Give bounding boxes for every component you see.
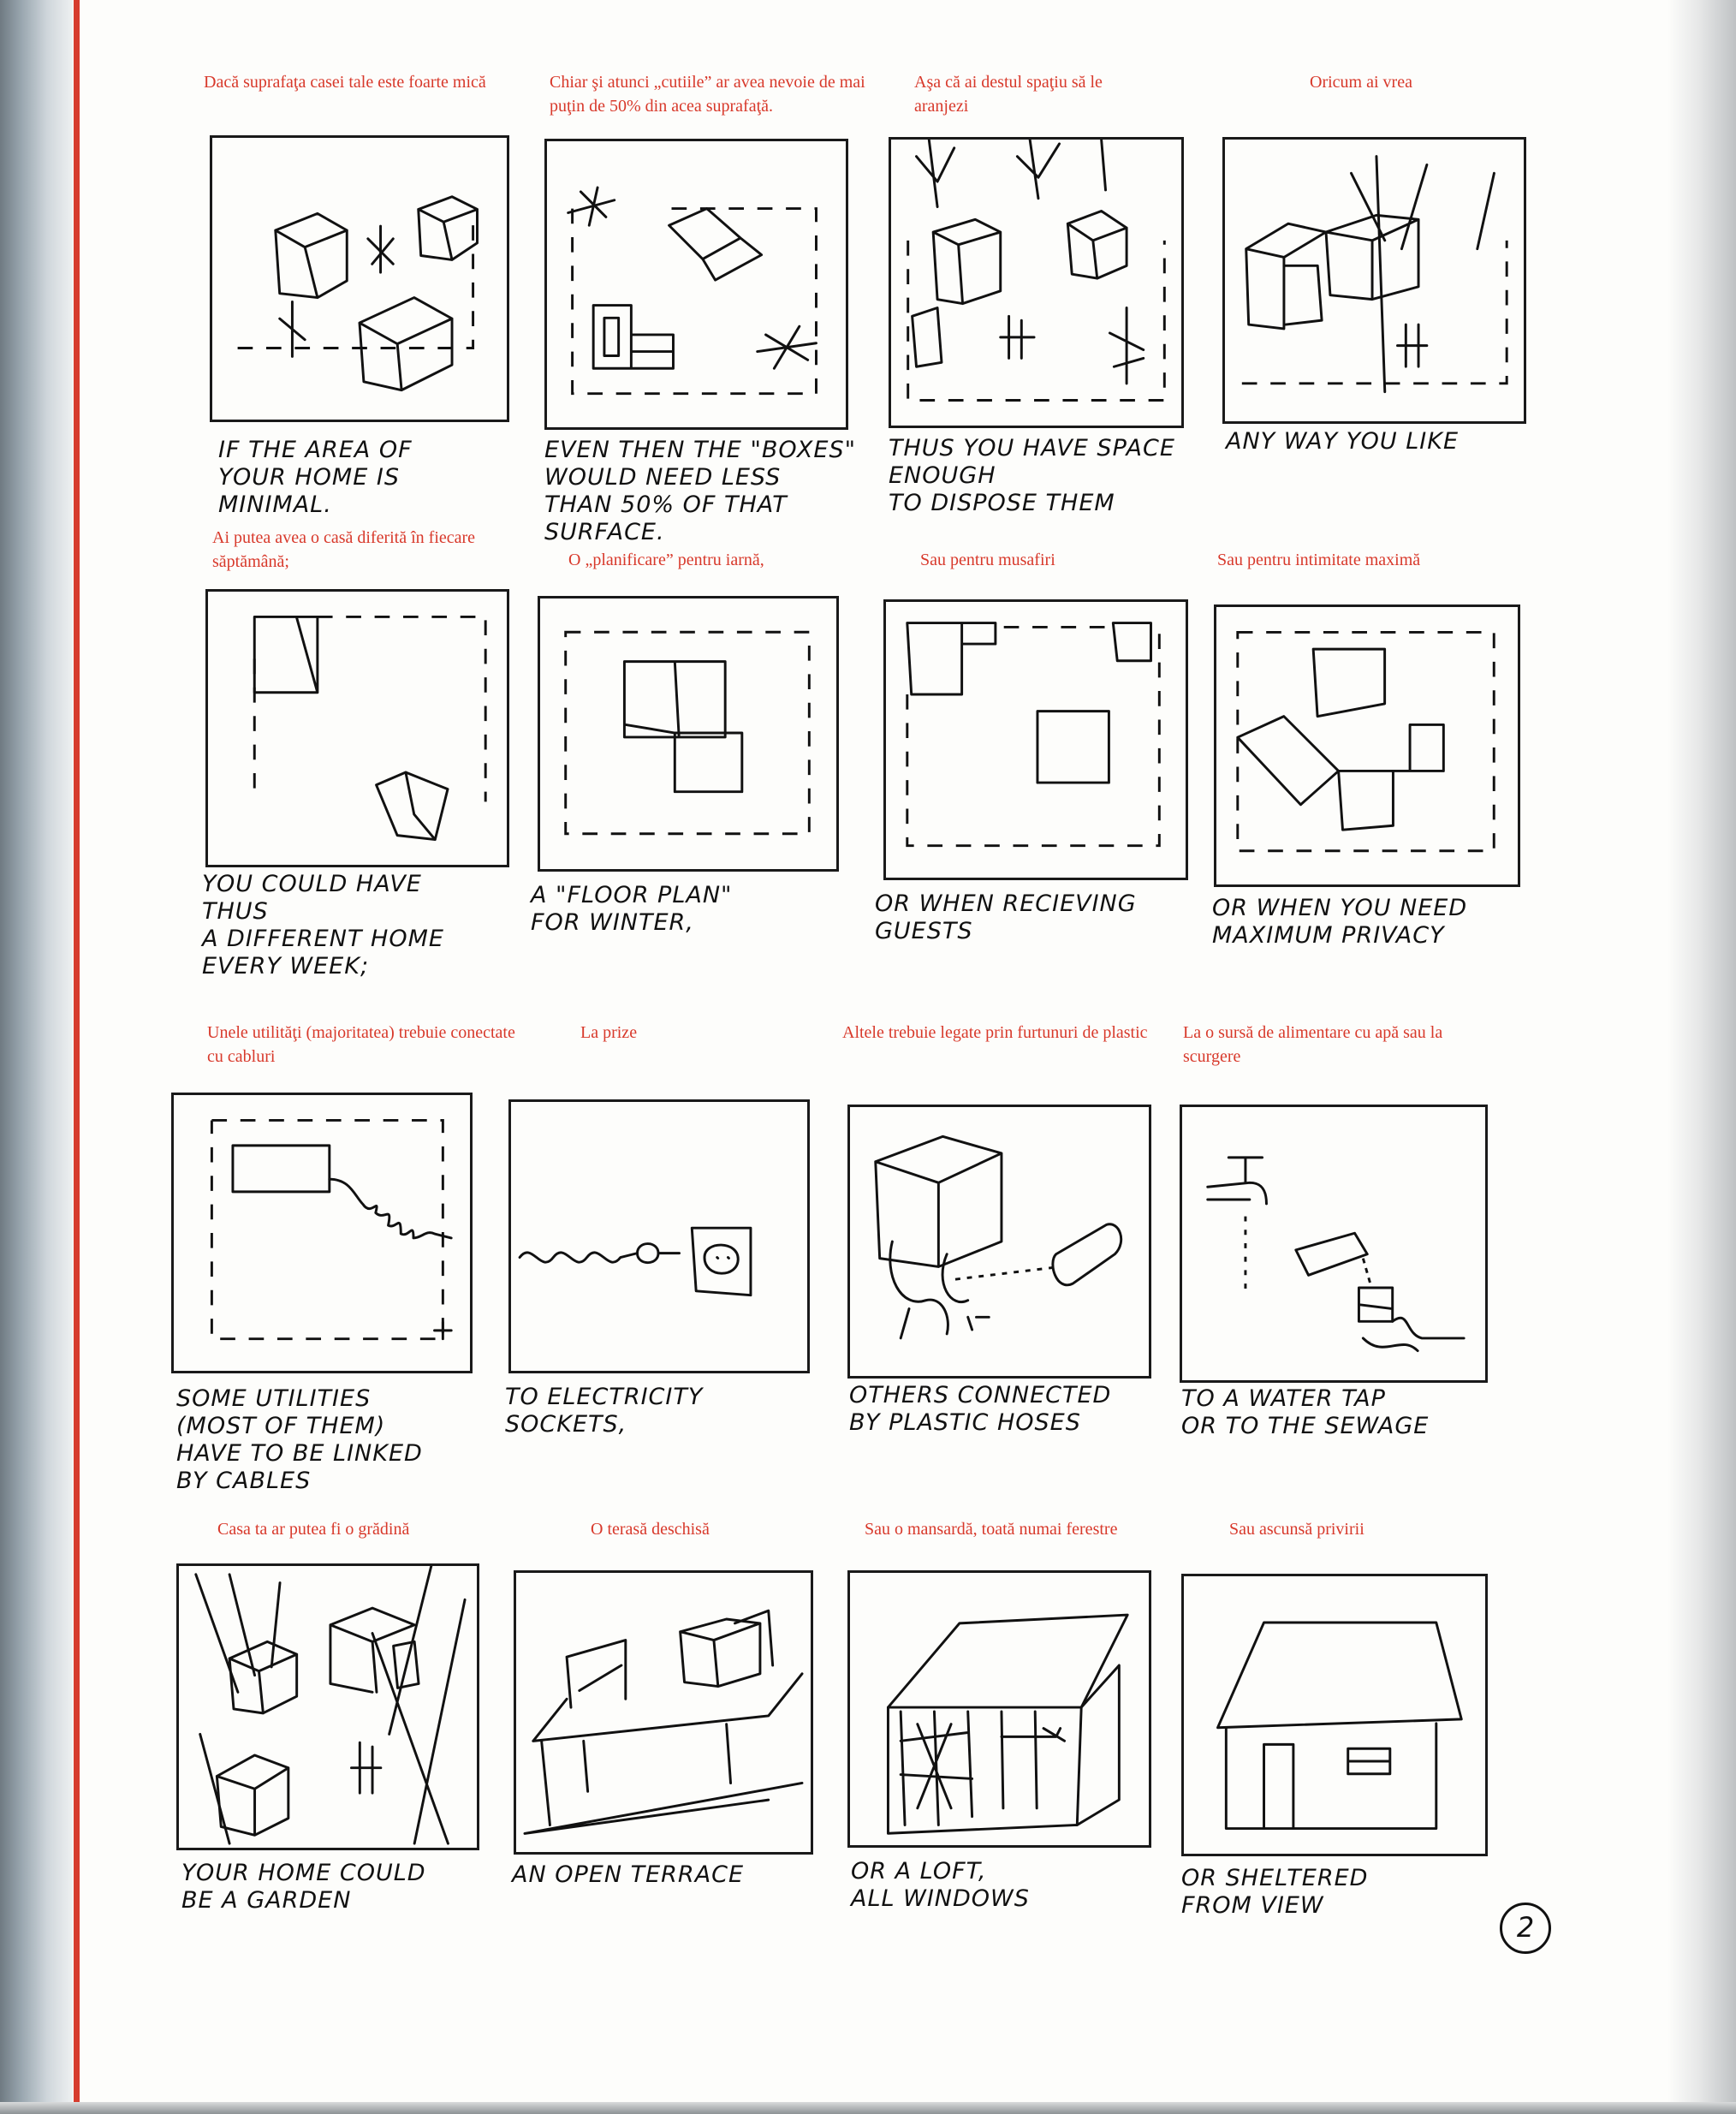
panel-9-sketch — [171, 1093, 473, 1373]
boxes-floor-plan-drawing — [547, 141, 846, 427]
panel-4-handwriting: ANY WAY YOU LIKE — [1226, 428, 1460, 455]
panel-6-sketch — [538, 596, 839, 872]
panel-12-handwriting: TO A WATER TAP OR TO THE SEWAGE — [1181, 1385, 1430, 1439]
panel-7-caption: Sau pentru musafiri — [920, 551, 1055, 569]
sheltered-house-drawing — [1184, 1576, 1485, 1854]
bottom-page-shadow — [0, 2102, 1736, 2114]
panel-8-handwriting: OR WHEN YOU NEED MAXIMUM PRIVACY — [1212, 895, 1468, 949]
panel-1-caption: Dacă suprafaţa casei tale este foarte mică — [204, 73, 486, 92]
panel-14-handwriting: AN OPEN TERRACE — [512, 1861, 745, 1888]
panel-13-caption: Casa ta ar putea fi o grădină — [217, 1520, 410, 1539]
panel-10-sketch — [508, 1099, 810, 1373]
panel-3-caption: Aşa că ai destul spaţiu să le aranjezi — [914, 73, 1103, 116]
right-page-shadow — [1668, 0, 1736, 2114]
panel-12-sketch — [1180, 1105, 1488, 1383]
panel-2-handwriting: EVEN THEN THE "BOXES" WOULD NEED LESS THAN 50% OF THAT SURFACE. — [544, 437, 857, 545]
panel-2-sketch — [544, 139, 848, 430]
panel-8-caption: Sau pentru intimitate maximă — [1217, 551, 1421, 569]
panel-8-sketch — [1214, 604, 1520, 887]
panel-6-caption: O „planificare” pentru iarnă, — [568, 551, 764, 569]
red-page-edge — [74, 0, 80, 2114]
boxes-small-area-drawing — [212, 138, 507, 420]
panel-15-handwriting: OR A LOFT, ALL WINDOWS — [851, 1858, 1030, 1912]
panel-10-caption: La prize — [580, 1023, 638, 1042]
electric-socket-drawing — [511, 1102, 807, 1371]
panel-16-caption: Sau ascunsă privirii — [1229, 1520, 1364, 1539]
panel-5-handwriting: YOU COULD HAVE THUS A DIFFERENT HOME EVERY WEEK; — [202, 871, 444, 980]
loft-windows-drawing — [850, 1573, 1149, 1845]
panel-14-sketch — [514, 1570, 813, 1855]
panel-5-caption: Ai putea avea o casă diferită în fiecare săptămână; — [212, 528, 476, 571]
panel-5-sketch — [205, 589, 509, 867]
winter-floor-plan-drawing — [540, 598, 836, 869]
panel-15-sketch — [847, 1570, 1151, 1848]
panel-2-caption: Chiar şi atunci „cutiile” ar avea nevoie de mai puţin de 50% din acea suprafaţă. — [550, 73, 865, 116]
panel-1-handwriting: IF THE AREA OF YOUR HOME IS MINIMAL. — [218, 437, 413, 518]
boxes-among-trees-drawing — [891, 140, 1181, 426]
panel-13-handwriting: YOUR HOME COULD BE A GARDEN — [181, 1860, 426, 1914]
panel-3-sketch — [889, 137, 1184, 428]
panel-4-sketch — [1222, 137, 1526, 424]
panel-16-handwriting: OR SHELTERED FROM VIEW — [1181, 1865, 1369, 1919]
panel-10-handwriting: TO ELECTRICITY SOCKETS, — [505, 1384, 704, 1438]
privacy-floor-plan-drawing — [1216, 607, 1518, 884]
water-tap-sewage-drawing — [1182, 1107, 1485, 1380]
garden-home-drawing — [179, 1566, 477, 1848]
open-terrace-drawing — [516, 1573, 811, 1852]
book-spine-shadow — [0, 0, 73, 2114]
page-number: 2 — [1500, 1903, 1551, 1954]
panel-16-sketch — [1181, 1574, 1488, 1856]
panel-11-sketch — [847, 1105, 1151, 1379]
floor-plan-spread-drawing — [208, 592, 507, 865]
plastic-hose-drawing — [850, 1107, 1149, 1376]
cable-connection-drawing — [174, 1095, 470, 1371]
panel-11-handwriting: OTHERS CONNECTED BY PLASTIC HOSES — [849, 1382, 1112, 1436]
panel-1-sketch — [210, 135, 509, 422]
panel-14-caption: O terasă deschisă — [591, 1520, 710, 1539]
boxes-clustered-drawing — [1225, 140, 1524, 421]
panel-3-handwriting: THUS YOU HAVE SPACE ENOUGH TO DISPOSE THEM — [889, 435, 1175, 516]
panel-11-caption: Altele trebuie legate prin furtunuri de plastic — [842, 1023, 1148, 1042]
panel-12-caption: La o sursă de alimentare cu apă sau la scurgere — [1183, 1023, 1443, 1066]
panel-7-sketch — [883, 599, 1188, 880]
panel-15-caption: Sau o mansardă, toată numai ferestre — [865, 1520, 1118, 1539]
guests-floor-plan-drawing — [886, 602, 1186, 878]
panel-6-handwriting: A "FLOOR PLAN" FOR WINTER, — [531, 882, 733, 936]
panel-9-handwriting: SOME UTILITIES (MOST OF THEM) HAVE TO BE LINKED BY CABLES — [176, 1385, 423, 1494]
panel-4-caption: Oricum ai vrea — [1310, 73, 1412, 92]
panel-9-caption: Unele utilităţi (majoritatea) trebuie conectate cu cabluri — [207, 1023, 515, 1066]
panel-13-sketch — [176, 1563, 479, 1850]
panel-7-handwriting: OR WHEN RECIEVING GUESTS — [875, 890, 1137, 944]
